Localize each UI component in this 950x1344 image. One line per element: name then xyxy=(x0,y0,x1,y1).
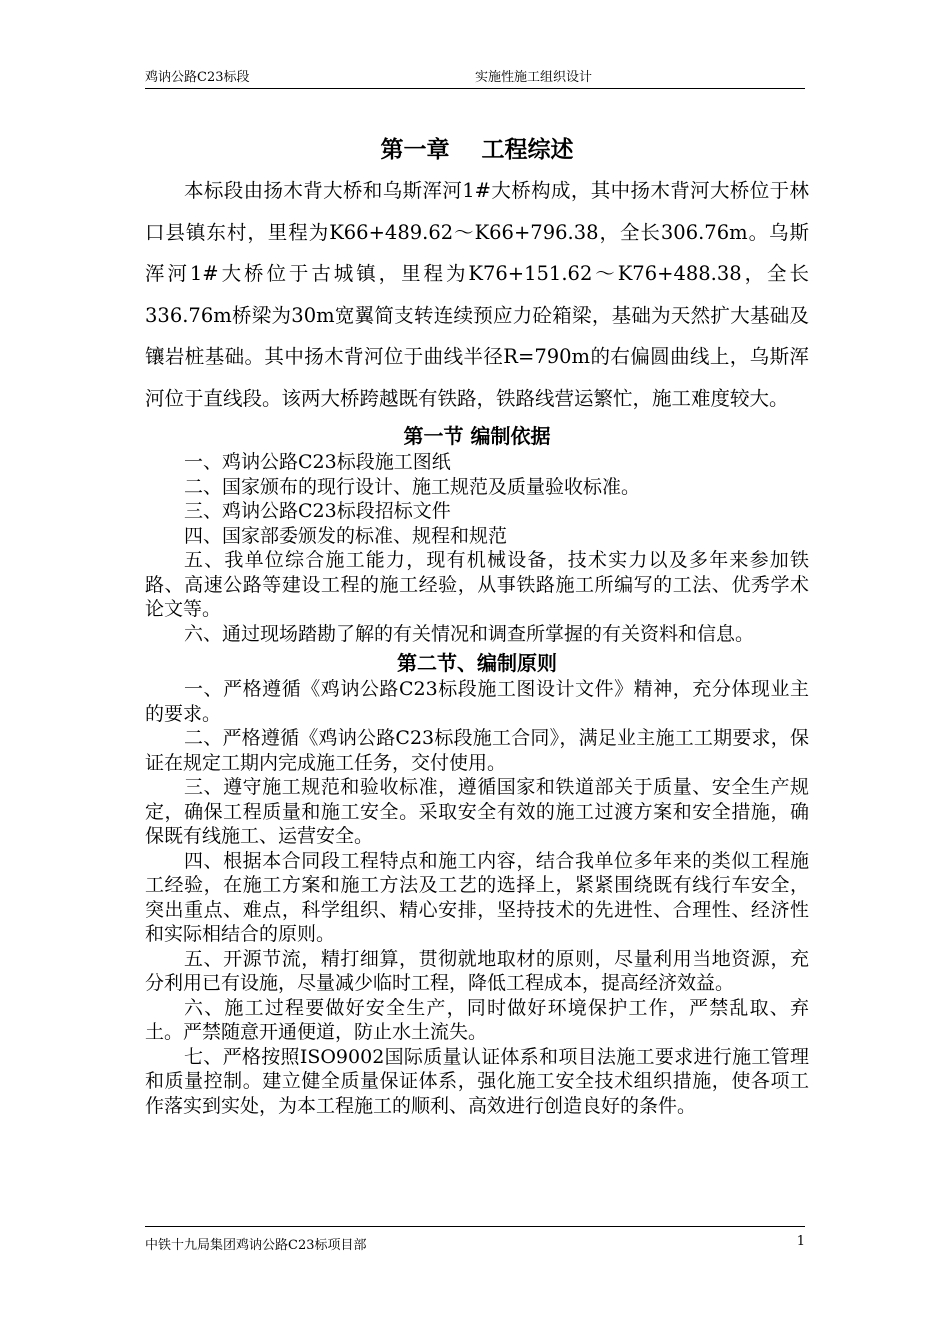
list-item: 三、遵守施工规范和验收标准，遵循国家和铁道部关于质量、安全生产规定，确保工程质量和施工安全。采取安全有效的施工过渡方案和安全措施，确保既有线施工、运营安全。 xyxy=(145,776,809,847)
page-body xyxy=(145,130,809,1118)
section-title-basis: 第一节 编制依据 xyxy=(403,424,551,448)
intro-paragraph: 本标段由扬木背大桥和乌斯浑河1#大桥构成，其中扬木背河大桥位于林口县镇东村，里程为K66+489.62～K66+796.38，全长306.76m。乌斯浑河1#大桥位于古城镇，里程为K76+151.62～K76+488.38，全长336.76m桥梁为30m宽翼简支转连续预应力砼箱梁，基础为天然扩大基础及镶岩桩基础。其中扬木背河位于曲线半径R=790m的右偏圆曲线上，乌斯浑河位于直线段。该两大桥跨越既有铁路，铁路线营运繁忙，施工难度较大。 xyxy=(145,179,809,410)
list-item: 一、鸡讷公路C23标段施工图纸 xyxy=(184,451,451,473)
header-project-name: 鸡讷公路C23标段 xyxy=(145,70,250,85)
list-item: 五、开源节流，精打细算，贯彻就地取材的原则，尽量利用当地资源，充分利用已有设施，尽量减少临时工程，降低工程成本，提高经济效益。 xyxy=(145,947,809,994)
list-item: 二、国家颁布的现行设计、施工规范及质量验收标准。 xyxy=(184,475,641,498)
chapter-title: 第一章 工程综述 xyxy=(380,136,574,163)
list-item: 七、严格按照ISO9002国际质量认证体系和项目法施工要求进行施工管理和质量控制。建立健全质量保证体系，强化施工安全技术组织措施，使各项工作落实到实处，为本工程施工的顺利、高效进行创造良好的条件。 xyxy=(145,1045,809,1117)
section-basis-list xyxy=(145,450,809,646)
header-document-title: 实施性施工组织设计 xyxy=(475,70,593,85)
list-item: 二、严格遵循《鸡讷公路C23标段施工合同》，满足业主施工工期要求，保证在规定工期内完成施工任务，交付使用。 xyxy=(145,727,809,774)
section-principles-list xyxy=(145,677,809,1118)
list-item: 五、我单位综合施工能力，现有机械设备，技术实力以及多年来参加铁路、高速公路等建设工程的施工经验，从事铁路施工所编写的工法、优秀学术论文等。 xyxy=(145,549,809,620)
list-item: 六、施工过程要做好安全生产，同时做好环境保护工作，严禁乱取、弃土。严禁随意开通便道，防止水土流失。 xyxy=(145,996,809,1043)
chapter-intro xyxy=(145,170,809,419)
footer-organization: 中铁十九局集团鸡讷公路C23标项目部 xyxy=(145,1238,367,1253)
list-item: 四、根据本合同段工程特点和施工内容，结合我单位多年来的类似工程施工经验，在施工方案和施工方法及工艺的选择上，紧紧围绕既有线行车安全，突出重点、难点，科学组织、精心安排，坚持技术的先进性、合理性、经济性和实际相结合的原则。 xyxy=(145,849,809,945)
list-item: 三、鸡讷公路C23标段招标文件 xyxy=(184,500,451,522)
page-number: 1 xyxy=(796,1234,805,1249)
section-title-principles: 第二节、编制原则 xyxy=(397,651,557,675)
list-item: 六、通过现场踏勘了解的有关情况和调查所掌握的有关资料和信息。 xyxy=(184,622,755,645)
list-item: 四、国家部委颁发的标准、规程和规范 xyxy=(184,524,508,547)
page-footer xyxy=(145,1226,805,1253)
page-header xyxy=(145,66,805,89)
list-item: 一、严格遵循《鸡讷公路C23标段施工图设计文件》精神，充分体现业主的要求。 xyxy=(145,678,809,725)
